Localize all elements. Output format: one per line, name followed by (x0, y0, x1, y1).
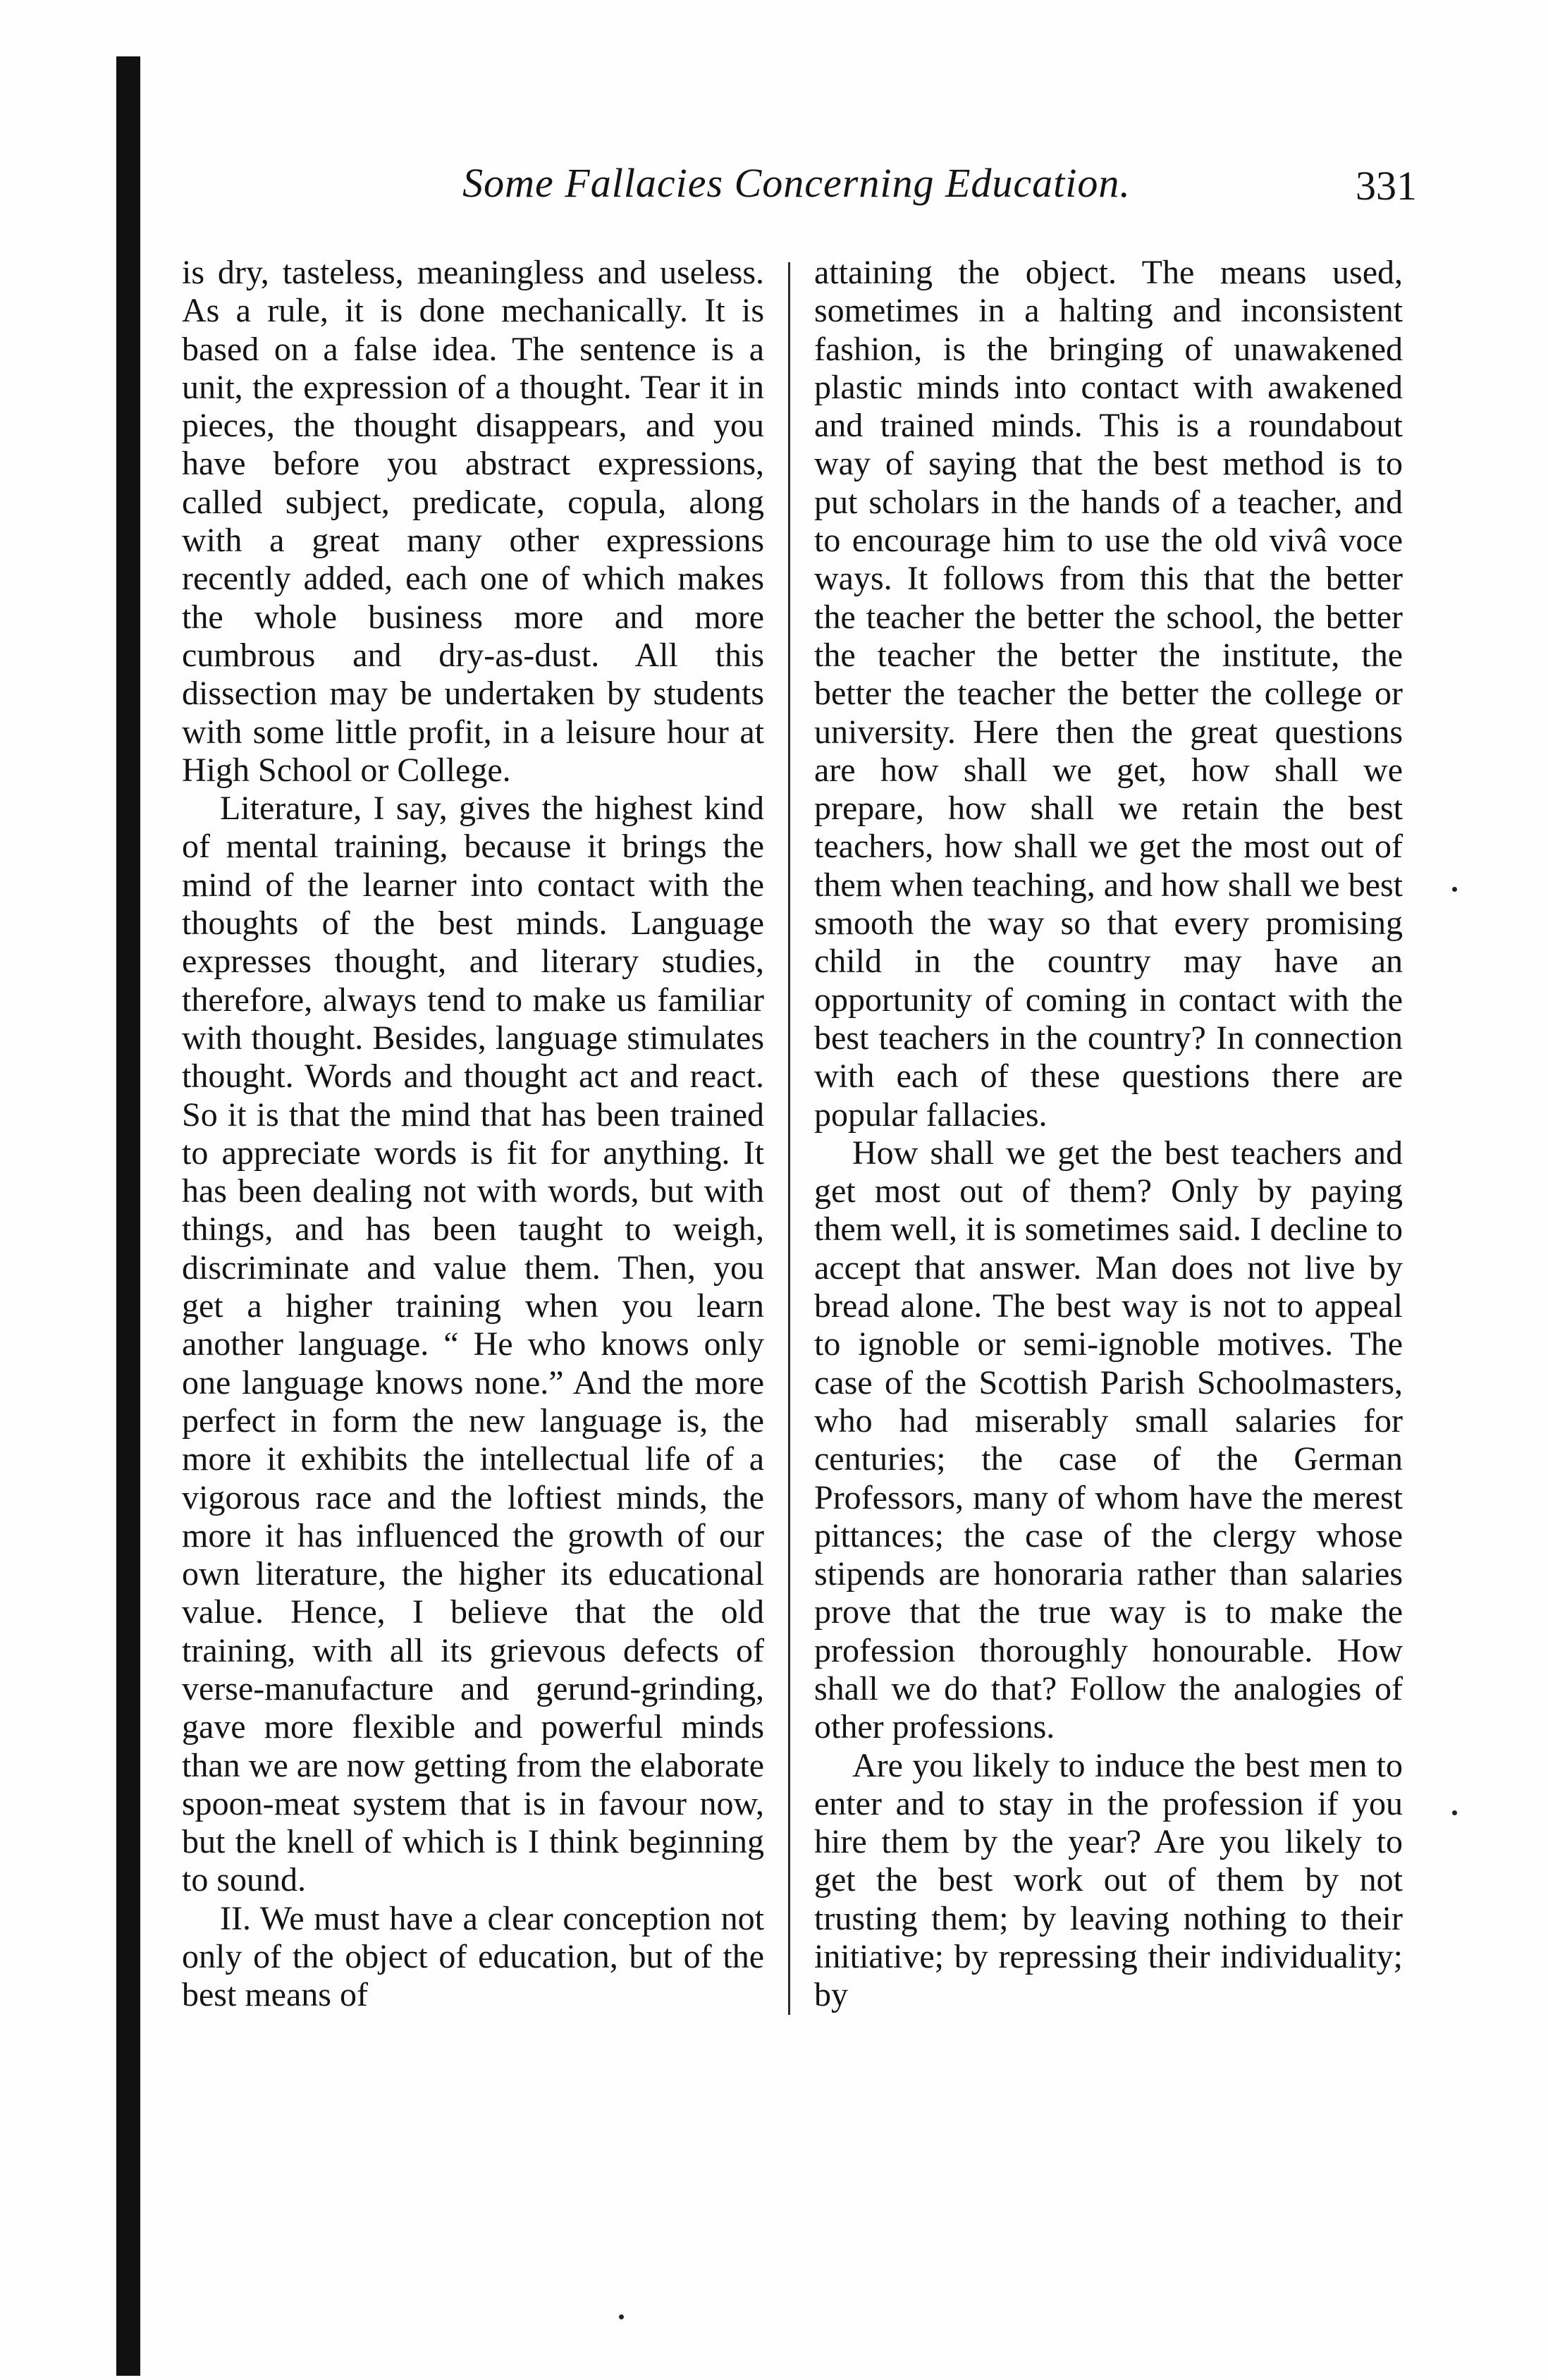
left-paragraph-1: is dry, tasteless, meaningless and useless. As a rule, it is done mechanically. It is based on a false idea. The sentence is a unit, the expression of a thought. Tear it in pieces, the thought disappears, and you have before you abstract expressions, called subject, predicate, copula, along with a great many other expressions recently added, each one of which makes the whole business more and more cumbrous and dry-as-dust. All this dissection may be undertaken by students with some little profit, in a leisure hour at High School or College. (182, 254, 764, 789)
page-number: 331 (1356, 163, 1417, 209)
running-head (176, 159, 1417, 216)
left-paragraph-3: II. We must have a clear conception not only of the object of education, but of the best means of (182, 1899, 764, 2014)
print-speck (1452, 887, 1457, 892)
right-paragraph-1: attaining the object. The means used, sometimes in a halting and inconsistent fashion, is the bringing of unawakened plastic minds into contact with awakened and trained minds. This is a roundabout way of saying that the best method is to put scholars in the hands of a teacher, and to encourage him to use the old vivâ voce ways. It follows from this that the better the teacher the better the school, the better the teacher the better the institute, the better the teacher the better the college or university. Here then the great questions are how shall we get, how shall we prepare, how shall we retain the best teachers, how shall we get the most out of them when teaching, and how shall we best smooth the way so that every promising child in the country may have an opportunity of coming in contact with the best teachers in the country? In connection with each of these questions there are popular fallacies. (814, 254, 1403, 1134)
binding-edge-shadow (116, 56, 140, 2376)
running-title: Some Fallacies Concerning Education. (462, 160, 1131, 206)
right-column (814, 254, 1403, 2015)
column-divider (788, 262, 790, 2015)
right-paragraph-3: Are you likely to induce the best men to enter and to stay in the profession if you hire them by the year? Are you likely to get the best work out of them by not trusting them; by leaving nothing to their initiative; by repressing their individuality; by (814, 1746, 1403, 2014)
left-paragraph-2: Literature, I say, gives the highest kind of mental training, because it brings the mind of the learner into contact with the thoughts of the best minds. Language expresses thought, and literary studies, therefore, always tend to make us familiar with thought. Besides, language stimulates thought. Words and thought act and react. So it is that the mind that has been trained to appreciate words is fit for anything. It has been dealing not with words, but with things, and has been taught to weigh, discriminate and value them. Then, you get a higher training when you learn another language. “ He who knows only one language knows none.” And the more perfect in form the new language is, the more it exhibits the intellectual life of a vigorous race and the loftiest minds, the more it has influenced the growth of our own literature, the higher its educational value. Hence, I believe that the old training, with all its grievous defects of verse-manufacture and gerund-grinding, gave more flexible and powerful minds than we are now getting from the elaborate spoon-meat system that is in favour now, but the knell of which is I think beginning to sound. (182, 790, 764, 1899)
left-column (182, 254, 764, 2015)
right-paragraph-2: How shall we get the best teachers and get most out of them? Only by paying them well, it is sometimes said. I decline to accept that answer. Man does not live by bread alone. The best way is not to appeal to ignoble or semi-ignoble motives. The case of the Scottish Parish Schoolmasters, who had miserably small salaries for centuries; the case of the German Professors, many of whom have the merest pittances; the case of the clergy whose stipends are honoraria rather than salaries prove that the true way is to make the profession thoroughly honourable. How shall we do that? Follow the analogies of other professions. (814, 1134, 1403, 1746)
print-speck (1452, 1810, 1457, 1815)
print-speck (619, 2314, 624, 2319)
